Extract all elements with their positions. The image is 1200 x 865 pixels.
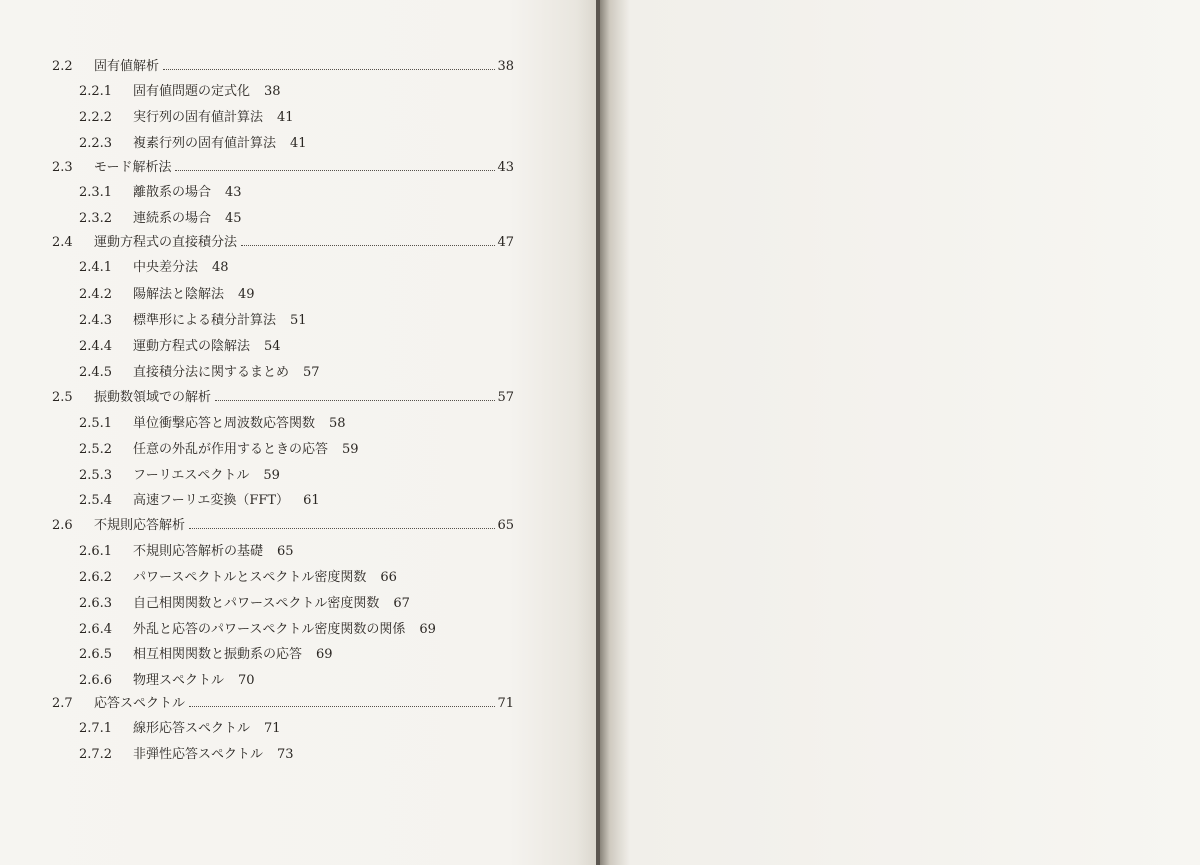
toc-subsection-entry (79, 742, 294, 768)
dot-leader (215, 400, 495, 401)
toc-title: フーリエスペクトル (133, 468, 250, 483)
toc-subsection-entry (79, 463, 280, 489)
toc-page-number: 66 (380, 570, 397, 585)
toc-title: 高速フーリエ変換（FFT） (133, 493, 290, 508)
toc-number: 2.7.2 (79, 747, 113, 762)
toc-subsection-entry (79, 642, 333, 668)
toc-section-entry (52, 385, 514, 411)
toc-number: 2.6.2 (79, 570, 113, 585)
toc-number: 2.6.1 (79, 544, 113, 559)
toc-page-number: 41 (277, 110, 294, 125)
toc-title: 中央差分法 (133, 260, 199, 275)
dot-leader (163, 69, 495, 70)
dot-leader (175, 170, 495, 171)
toc-number: 2.4.3 (79, 313, 113, 328)
toc-title: 運動方程式の直接積分法 (94, 235, 238, 250)
toc-subsection-entry (79, 334, 281, 360)
toc-page-number: 57 (497, 390, 514, 405)
toc-page-number: 69 (419, 622, 436, 637)
right-page (600, 0, 1200, 865)
toc-title: パワースペクトルとスペクトル密度関数 (133, 570, 367, 585)
toc-subsection-entry (79, 591, 410, 617)
toc-subsection-entry (79, 180, 242, 206)
toc-page-number: 73 (277, 747, 294, 762)
toc-title: 外乱と応答のパワースペクトル密度関数の関係 (133, 622, 406, 637)
toc-number: 2.2.1 (79, 84, 113, 99)
toc-title: 自己相関関数とパワースペクトル密度関数 (133, 596, 380, 611)
toc-page-number: 70 (238, 673, 255, 688)
toc-title: 非弾性応答スペクトル (133, 747, 264, 762)
toc-page-number: 43 (497, 160, 514, 175)
toc-title: 相互相関関数と振動系の応答 (133, 647, 303, 662)
toc-page-number: 57 (303, 365, 320, 380)
toc-number: 2.7.1 (79, 721, 113, 736)
toc-title: 離散系の場合 (133, 185, 212, 200)
toc-page-number: 51 (290, 313, 307, 328)
toc-page-number: 65 (497, 518, 514, 533)
toc-number: 2.4 (52, 235, 73, 250)
toc-title: モード解析法 (94, 160, 172, 175)
toc-subsection-entry (79, 360, 320, 386)
toc-page-number: 54 (264, 339, 281, 354)
toc-page-number: 65 (277, 544, 294, 559)
toc-page-number: 49 (238, 287, 255, 302)
toc-page-number: 48 (212, 260, 229, 275)
toc-subsection-entry (79, 206, 242, 232)
toc-number: 2.5.1 (79, 416, 113, 431)
toc-subsection-entry (79, 617, 436, 643)
toc-number: 2.3.2 (79, 211, 113, 226)
toc-section-entry (52, 691, 514, 717)
toc-title: 不規則応答解析 (94, 518, 186, 533)
toc-section-entry (52, 155, 514, 181)
toc-page-number: 38 (497, 59, 514, 74)
toc-page-number: 59 (342, 442, 359, 457)
dot-leader (241, 245, 495, 246)
toc-number: 2.4.1 (79, 260, 113, 275)
toc-number: 2.4.5 (79, 365, 113, 380)
toc-title: 線形応答スペクトル (133, 721, 251, 736)
toc-section-entry (52, 230, 514, 256)
toc-number: 2.6.3 (79, 596, 113, 611)
toc-subsection-entry (79, 488, 320, 514)
toc-page-number: 38 (264, 84, 281, 99)
toc-number: 2.2.3 (79, 136, 113, 151)
dot-leader (189, 706, 495, 707)
toc-title: 連続系の場合 (133, 211, 212, 226)
toc-page-number: 41 (290, 136, 307, 151)
toc-page-number: 69 (316, 647, 333, 662)
toc-subsection-entry (79, 105, 294, 131)
toc-subsection-entry (79, 79, 281, 105)
toc-page-number: 61 (303, 493, 320, 508)
toc-subsection-entry (79, 131, 307, 157)
toc-page-number: 58 (329, 416, 346, 431)
toc-number: 2.7 (52, 696, 73, 711)
dot-leader (189, 528, 495, 529)
toc-subsection-entry (79, 437, 359, 463)
toc-page-number: 45 (225, 211, 242, 226)
toc-page-number: 43 (225, 185, 242, 200)
toc-number: 2.6.6 (79, 673, 113, 688)
toc-title: 直接積分法に関するまとめ (133, 365, 290, 380)
toc-number: 2.5 (52, 390, 73, 405)
toc-title: 運動方程式の陰解法 (133, 339, 251, 354)
toc-number: 2.5.4 (79, 493, 113, 508)
toc-subsection-entry (79, 308, 307, 334)
toc-subsection-entry (79, 539, 294, 565)
toc-number: 2.5.2 (79, 442, 113, 457)
toc-title: 単位衝撃応答と周波数応答関数 (133, 416, 316, 431)
toc-number: 2.4.2 (79, 287, 113, 302)
toc-number: 2.4.4 (79, 339, 113, 354)
toc-page-number: 59 (263, 468, 280, 483)
toc-title: 応答スペクトル (94, 696, 186, 711)
toc-number: 2.6.4 (79, 622, 113, 637)
toc-title: 陽解法と陰解法 (133, 287, 225, 302)
toc-number: 2.2 (52, 59, 73, 74)
toc-title: 任意の外乱が作用するときの応答 (133, 442, 329, 457)
toc-title: 実行列の固有値計算法 (133, 110, 264, 125)
toc-subsection-entry (79, 716, 281, 742)
toc-page-number: 71 (264, 721, 281, 736)
toc-number: 2.6 (52, 518, 73, 533)
toc-number: 2.3.1 (79, 185, 113, 200)
toc-subsection-entry (79, 565, 397, 591)
toc-subsection-entry (79, 411, 346, 437)
toc-subsection-entry (79, 282, 255, 308)
toc-title: 標準形による積分計算法 (133, 313, 277, 328)
toc-number: 2.6.5 (79, 647, 113, 662)
toc-section-entry (52, 54, 514, 80)
toc-subsection-entry (79, 255, 229, 281)
toc-title: 物理スペクトル (133, 673, 225, 688)
toc-number: 2.3 (52, 160, 73, 175)
toc-page-number: 47 (497, 235, 514, 250)
toc-number: 2.2.2 (79, 110, 113, 125)
toc-page-number: 71 (497, 696, 514, 711)
toc-title: 振動数領域での解析 (94, 390, 212, 405)
toc-title: 複素行列の固有値計算法 (133, 136, 277, 151)
toc-section-entry (52, 513, 514, 539)
toc-title: 不規則応答解析の基礎 (133, 544, 264, 559)
toc-title: 固有値解析 (94, 59, 160, 74)
toc-page-number: 67 (393, 596, 410, 611)
toc-title: 固有値問題の定式化 (133, 84, 251, 99)
toc-number: 2.5.3 (79, 468, 113, 483)
